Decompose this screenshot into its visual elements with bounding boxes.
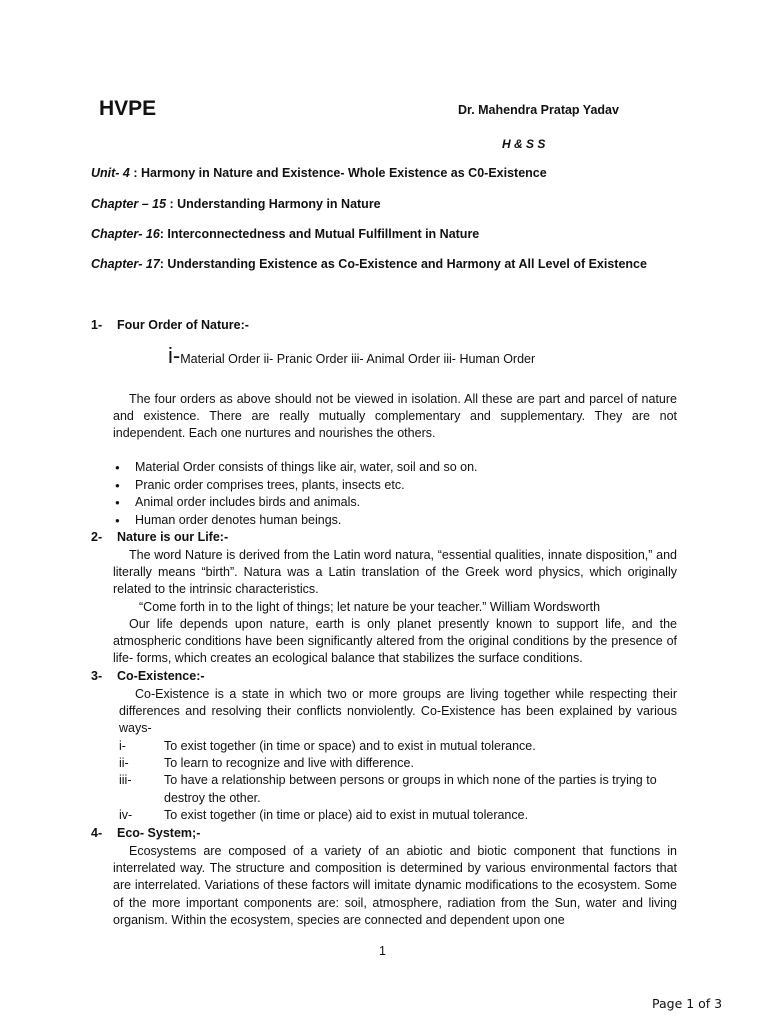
list-item xyxy=(119,807,679,824)
item-text: To have a relationship between persons or groups in which none of the parties is trying to destroy the other. xyxy=(164,773,657,805)
chapter-15-line xyxy=(91,197,381,211)
author-name: Dr. Mahendra Pratap Yadav xyxy=(458,103,619,117)
wordsworth-quote: “Come forth in to the light of things; let nature be your teacher.” William Wordsworth xyxy=(139,599,601,614)
paragraph-text: Co-Existence is a state in which two or more groups are living together while respecting their differences and resolving their conflicts nonviolently. Co-Existence has been explained by various ways- xyxy=(119,687,677,736)
unit-label: Unit- 4 xyxy=(91,166,130,180)
section-4-paragraph xyxy=(113,843,677,929)
orders-bullet-list xyxy=(115,459,478,529)
section-title: Four Order of Nature:- xyxy=(117,318,249,332)
item-number: ii- xyxy=(119,756,129,771)
paragraph-text: The word Nature is derived from the Latin word natura, “essential qualities, innate disposition,” and literally means “birth”. Natura was a Latin translation of the Greek word physics, which originally related to the intrinsic characteristics. xyxy=(113,548,677,597)
section-1-heading xyxy=(91,318,249,332)
chapter-text: : Understanding Harmony in Nature xyxy=(166,197,381,211)
section-2-heading xyxy=(91,530,228,544)
chapter-label: Chapter – 15 xyxy=(91,197,167,211)
list-item: ● Material Order consists of things like air, water, soil and so on. xyxy=(115,459,478,477)
orders-first: i- xyxy=(168,343,181,368)
item-number: iv- xyxy=(119,807,133,822)
item-number: i- xyxy=(119,739,126,753)
section-title: Nature is our Life:- xyxy=(117,530,229,544)
item-number: iii- xyxy=(119,773,132,788)
item-text: To exist together (in time or space) and to exist in mutual tolerance. xyxy=(164,739,536,753)
orders-line xyxy=(168,343,535,369)
section-3-paragraph xyxy=(119,686,677,738)
paragraph-text: Our life depends upon nature, earth is only planet presently known to support life, and the atmospheric conditions have been significantly altered from the original conditions by the presence of life- forms, which creates an ecological balance that stabilizes the surface conditions. xyxy=(113,616,677,666)
coexistence-ways-list xyxy=(119,738,679,824)
paragraph-text: The four orders as above should not be viewed in isolation. All these are part and parcel of nature and existence. There are really mutually complementary and supplementary. They are not independent. Each one nurtures and nourishes the others. xyxy=(113,392,677,441)
chapter-label: Chapter- 16 xyxy=(91,227,160,241)
unit-line xyxy=(91,166,547,180)
section-title: Co-Existence:- xyxy=(117,669,205,683)
section-number: 1- xyxy=(91,318,103,332)
section-number: 2- xyxy=(91,530,103,544)
department: H & S S xyxy=(502,137,546,151)
section-4-heading xyxy=(91,826,200,840)
chapter-text: : Interconnectedness and Mutual Fulfillment in Nature xyxy=(159,227,480,241)
chapter-16-line xyxy=(91,227,479,241)
list-item: ● Human order denotes human beings. xyxy=(115,512,478,530)
section-title: Eco- System;- xyxy=(117,826,201,840)
chapter-label: Chapter- 17 xyxy=(91,257,160,271)
section-2-body xyxy=(113,547,677,667)
section-1-paragraph xyxy=(113,391,677,443)
paragraph-text: Ecosystems are composed of a variety of an abiotic and biotic component that functions in interrelated way. The structure and composition is determined by various environmental factors that are interrelated. Variations of these factors will imitate dynamic modifications to the ecosystem. Some of the more important components are: soil, atmosphere, radiation from the Sun, water and living organism. Within the ecosystem, species are connected and dependent upon one xyxy=(113,844,677,927)
item-text: To learn to recognize and live with difference. xyxy=(164,756,414,771)
list-item: ● Animal order includes birds and animals. xyxy=(115,494,478,512)
chapter-17-line xyxy=(91,257,647,271)
list-item xyxy=(119,755,679,772)
unit-text: : Harmony in Nature and Existence- Whole Existence as C0-Existence xyxy=(129,166,547,180)
item-text: To exist together (in time or place) aid to exist in mutual tolerance. xyxy=(164,807,529,822)
page-number: 1 xyxy=(379,944,386,958)
section-number: 3- xyxy=(91,669,103,683)
chapter-text: : Understanding Existence as Co-Existence and Harmony at All Level of Existence xyxy=(159,257,647,271)
page-footer: Page 1 of 3 xyxy=(652,996,723,1011)
orders-rest: Material Order ii- Pranic Order iii- Animal Order iii- Human Order xyxy=(180,352,536,366)
list-item xyxy=(119,772,679,806)
section-3-heading xyxy=(91,669,205,683)
course-title: HVPE xyxy=(99,97,157,120)
list-item: ● Pranic order comprises trees, plants, insects etc. xyxy=(115,477,478,495)
list-item xyxy=(119,738,679,755)
section-number: 4- xyxy=(91,826,103,840)
